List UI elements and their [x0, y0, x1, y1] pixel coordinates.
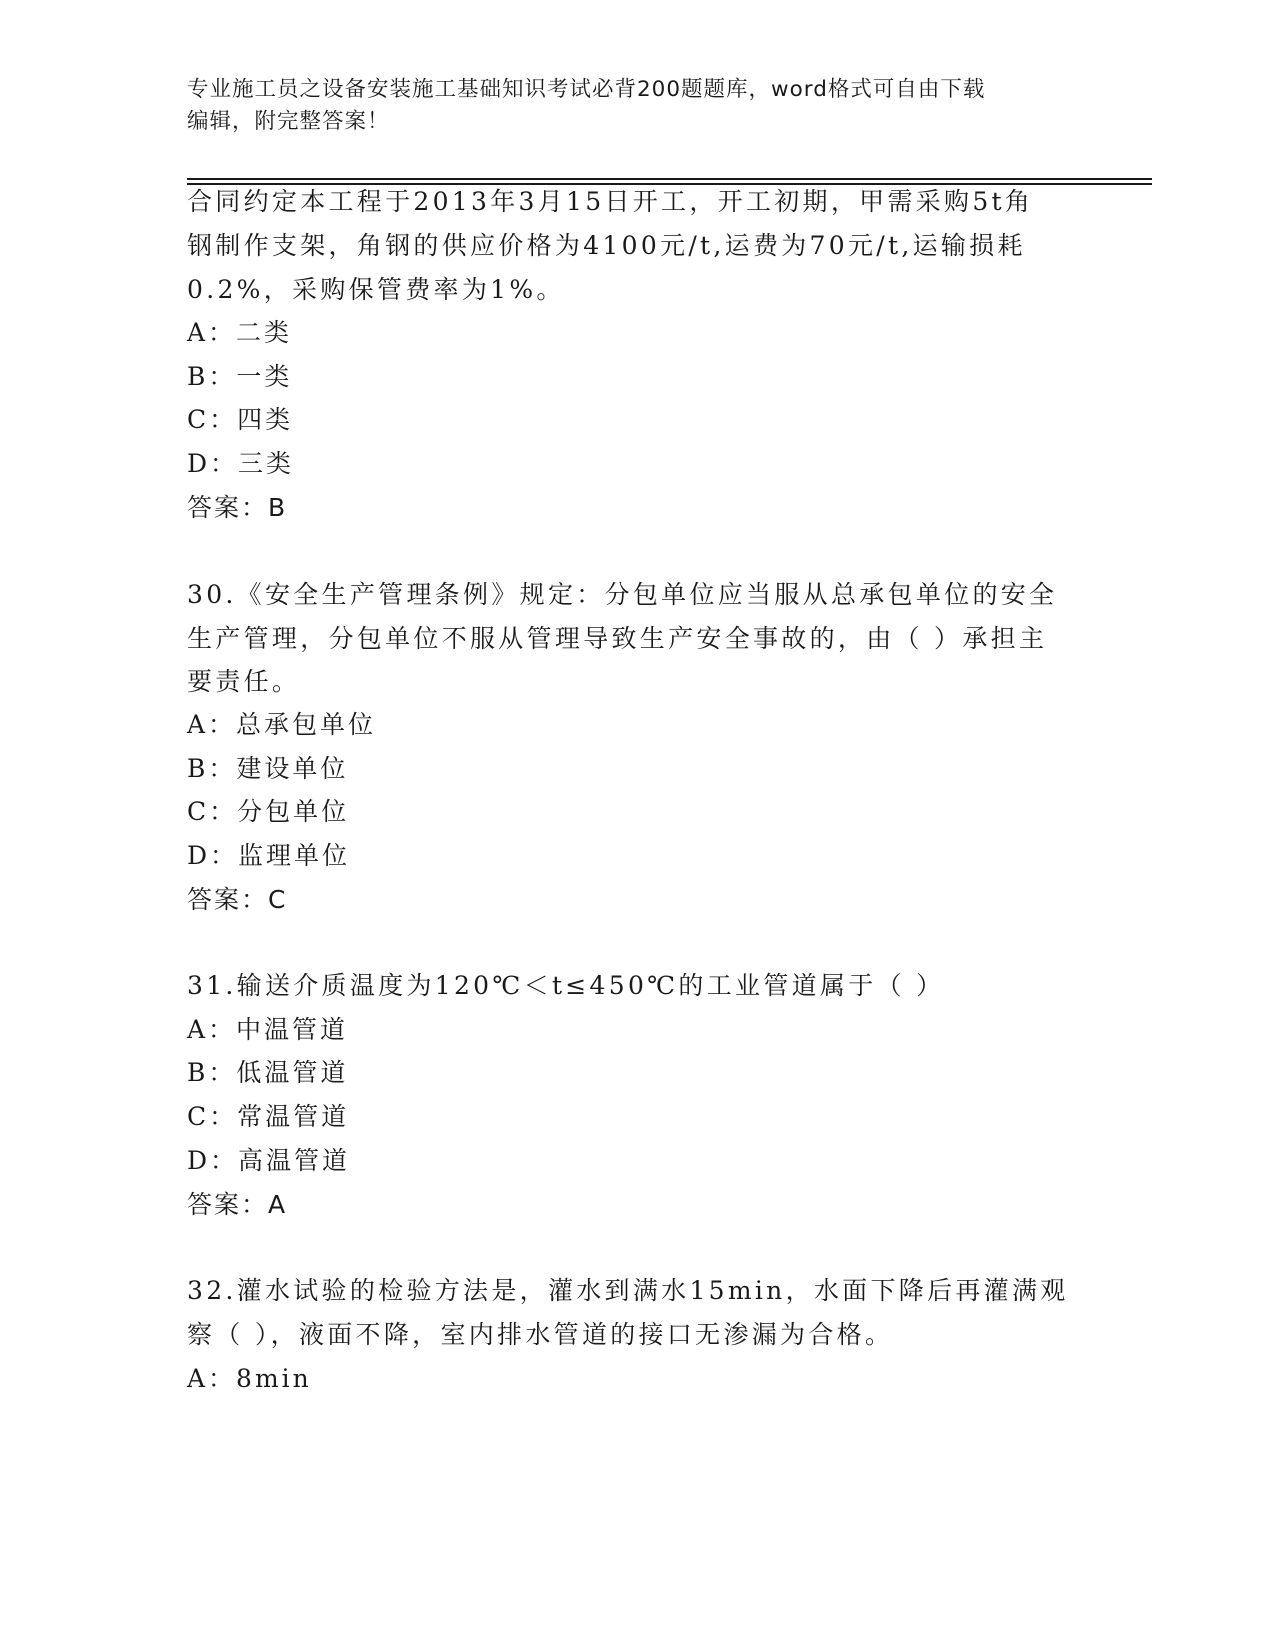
- q31-text-line-1: 31.输送介质温度为120℃＜t≤450℃的工业管道属于（ ）: [187, 971, 945, 1000]
- q30-option-d: D：监理单位: [187, 841, 351, 870]
- q31-option-d: D：高温管道: [187, 1146, 351, 1175]
- q31-option-c: C：常温管道: [187, 1102, 350, 1131]
- q30-text-line-1: 30.《安全生产管理条例》规定：分包单位应当服从总承包单位的安全: [187, 580, 1058, 609]
- q29-text-line-2: 钢制作支架，角钢的供应价格为4100元/t,运费为70元/t,运输损耗: [187, 231, 1026, 260]
- header-divider-thick: [187, 183, 1152, 185]
- q29-text-line-1: 合同约定本工程于2013年3月15日开工，开工初期，甲需采购5t角: [187, 187, 1034, 216]
- q30-text-line-3: 要责任。: [187, 667, 301, 696]
- q29-answer: 答案：B: [187, 493, 288, 522]
- q32-text-line-2: 察（ ），液面不降，室内排水管道的接口无渗漏为合格。: [187, 1320, 894, 1349]
- q32-option-a: A：8min: [187, 1364, 312, 1393]
- header-title-line-2: 编辑，附完整答案！: [187, 109, 390, 134]
- q29-option-a: A：二类: [187, 318, 293, 347]
- q29-text-line-3: 0.2%，采购保管费率为1%。: [187, 275, 565, 304]
- document-header: [187, 74, 1067, 138]
- q32-text-line-1: 32.灌水试验的检验方法是，灌水到满水15min，水面下降后再灌满观: [187, 1276, 1069, 1305]
- q29-option-d: D：三类: [187, 449, 295, 478]
- q31-option-b: B：低温管道: [187, 1058, 349, 1087]
- q30-option-c: C：分包单位: [187, 797, 350, 826]
- q30-answer: 答案：C: [187, 885, 288, 914]
- header-title-line-1: 专业施工员之设备安装施工基础知识考试必背200题题库，word格式可自由下载: [187, 77, 986, 102]
- q30-option-a: A：总承包单位: [187, 710, 377, 739]
- q31-option-a: A：中温管道: [187, 1015, 349, 1044]
- q31-answer: 答案：A: [187, 1190, 288, 1219]
- q30-option-b: B：建设单位: [187, 754, 349, 783]
- q29-option-c: C：四类: [187, 405, 294, 434]
- header-divider-thin: [187, 178, 1152, 180]
- q29-option-b: B：一类: [187, 362, 293, 391]
- q30-text-line-2: 生产管理，分包单位不服从管理导致生产安全事故的，由（ ）承担主: [187, 624, 1048, 653]
